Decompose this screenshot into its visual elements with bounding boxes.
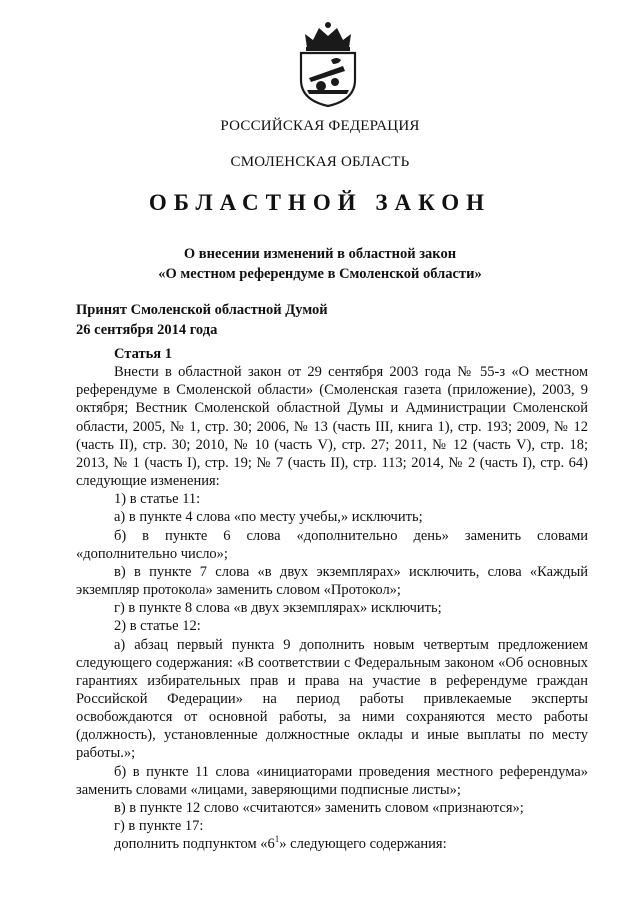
- header-region: СМОЛЕНСКАЯ ОБЛАСТЬ: [230, 154, 410, 170]
- list-item: б) в пункте 11 слова «инициаторами проведения местного референдума» заменить словами «лицами, заверяющими подписные листы»;: [76, 763, 588, 798]
- list-item: 1) в статье 11:: [114, 491, 201, 508]
- adoption-date: 26 сентября 2014 года: [76, 322, 218, 338]
- last-line-after: » следующего содержания:: [279, 836, 447, 853]
- header-country: РОССИЙСКАЯ ФЕДЕРАЦИЯ: [220, 118, 420, 134]
- list-item: б) в пункте 6 слова «дополнительно день» заменить словами «дополнительно число»;: [76, 527, 588, 562]
- adoption-line-1: Принят Смоленской областной Думой: [76, 302, 328, 318]
- list-item: в) в пункте 7 слова «в двух экземплярах» исключить, слова «Каждый экземпляр протокола» заменить словом «Протокол»;: [76, 563, 588, 599]
- list-item: в) в пункте 12 слово «считаются» заменить словом «признаются»;: [114, 799, 524, 816]
- law-subject-line-2: «О местном референдуме в Смоленской области»: [158, 266, 482, 282]
- list-item: а) в пункте 4 слова «по месту учебы,» исключить;: [114, 509, 423, 526]
- list-item: а) абзац первый пункта 9 дополнить новым четвертым предложением следующего содержания: «В соответствии с Федеральным законом «Об основных гарантиях избирательных прав и права на участие в референдуме граждан Российской Федерации» на период работы привлекаемые эксперты освобождаются от основной работы, за ними сохраняются место работы (должность), установленные должностные оклады и иные выплаты по месту работы.»;: [76, 636, 588, 762]
- law-subject-line-1: О внесении изменений в областной закон: [183, 246, 457, 262]
- list-item: г) в пункте 17:: [114, 818, 204, 835]
- last-line: [76, 835, 588, 853]
- article-intro: Внести в областной закон от 29 сентября 2003 года № 55-з «О местном референдуме в Смоленской области» (Смоленская газета (приложение), 2003, 9 октября; Вестник Смоленской областной Думы и Администрации Смоленской области, 2005, № 1, стр. 30; 2006, № 13 (часть III, книга 1), стр. 193; 2009, № 12 (часть II), стр. 30; 2010, № 10 (часть V), стр. 27; 2011, № 12 (часть V), стр. 18; 2013, № 1 (часть I), стр. 19; № 7 (часть II), стр. 113; 2014, № 2 (часть I), стр. 64) следующие изменения:: [76, 364, 588, 490]
- coat-of-arms-icon: [293, 20, 363, 108]
- list-item: 2) в статье 12:: [114, 618, 201, 635]
- adoption-info: [76, 300, 328, 340]
- article-heading: Статья 1: [114, 346, 172, 362]
- last-line-before: дополнить подпунктом «6: [114, 836, 275, 853]
- superscript-mark: 1: [274, 834, 280, 845]
- list-item: г) в пункте 8 слова «в двух экземплярах» исключить;: [114, 600, 442, 617]
- article-body: [76, 345, 588, 853]
- document-type-title: ОБЛАСТНОЙ ЗАКОН: [148, 190, 492, 215]
